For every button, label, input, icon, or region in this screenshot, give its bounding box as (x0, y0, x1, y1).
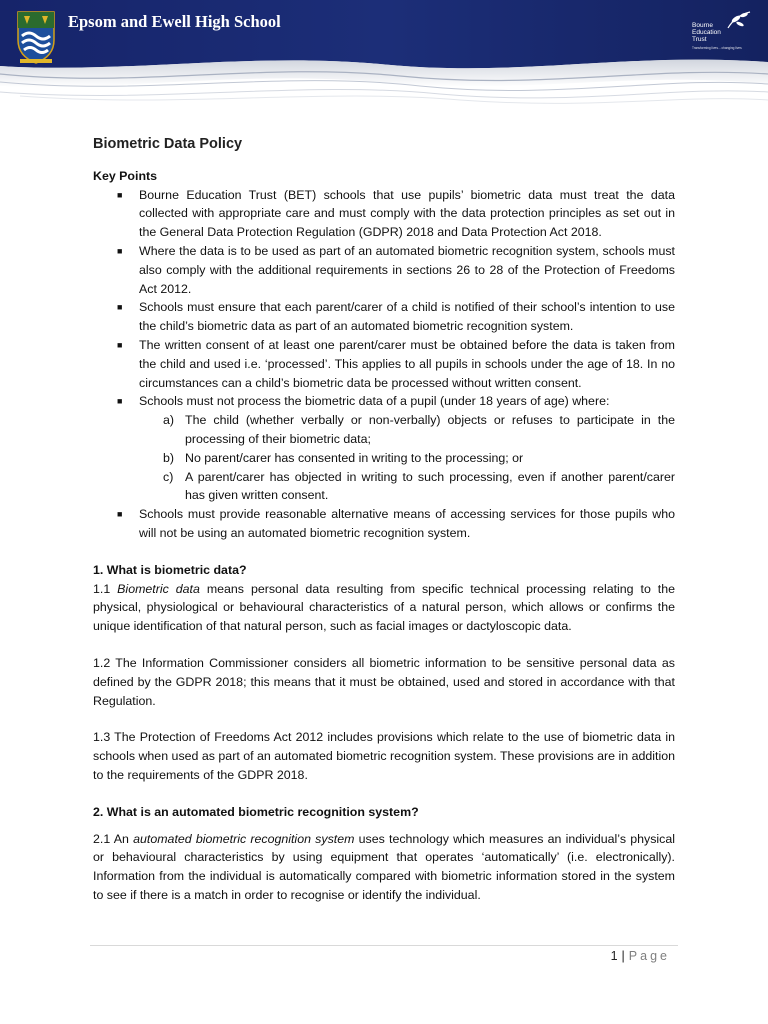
bullet-icon: ■ (117, 189, 123, 200)
key-point-text: Where the data is to be used as part of an automated biometric recognition system, schools must also comply with the additional requirements in sections 26 to 28 of the Protection of Freedoms Act 2012. (139, 243, 675, 296)
sub-point-letter: c) (163, 469, 174, 484)
trust-name-line1: Bourne (692, 22, 713, 29)
school-crest-icon (16, 10, 56, 64)
footer-divider (90, 945, 678, 946)
trust-tagline: Transforming lives... changing lives (692, 46, 742, 50)
leaf-icon (726, 10, 752, 32)
page-number: 1 (610, 949, 618, 963)
key-point (93, 336, 675, 392)
key-point-text: Schools must provide reasonable alternative means of accessing services for those pupils who will not be using an automated biometric recognition system. (139, 507, 675, 540)
italic-term: automated biometric recognition system (133, 831, 355, 846)
trust-logo (690, 10, 754, 54)
bullet-icon: ■ (117, 245, 123, 256)
bullet-icon: ■ (117, 509, 123, 520)
paragraph-text: means personal data resulting from specific technical processing relating to the physical, physiological or behavioural characteristics of a natural person, which allows or confirms the unique identification of that natural person, such as facial images or dactyloscopic data. (93, 581, 676, 634)
section-2-paragraph-1 (93, 830, 675, 905)
paragraph-text: uses technology which measures an individual’s physical or behavioural characteristics by using equipment that operates ‘automatically’ (i.e. electronically). Information from the individual is automatically compared with biometric information stored in the system to see if there is a match in order to recognise or identify the individual. (93, 831, 675, 902)
key-point (93, 298, 675, 336)
page-separator: | (621, 949, 625, 963)
key-point (93, 186, 675, 242)
sub-point-letter: b) (163, 450, 175, 465)
bullet-icon: ■ (117, 396, 123, 407)
school-name: Epsom and Ewell High School (68, 12, 281, 31)
sub-point (139, 449, 675, 468)
document-body (93, 135, 675, 905)
key-points-heading: Key Points (93, 168, 158, 183)
sub-point-text: No parent/carer has consented in writing to the processing; or (185, 450, 524, 465)
section-1-paragraph-1 (93, 580, 675, 636)
page-label: Page (628, 949, 670, 963)
sub-point-letter: a) (163, 413, 175, 428)
italic-term: Biometric data (117, 581, 200, 596)
bullet-icon: ■ (117, 339, 123, 350)
page-footer (611, 949, 670, 963)
section-1-paragraph-3: 1.3 The Protection of Freedoms Act 2012 includes provisions which relate to the use of biometric data in schools when used as part of an automated biometric recognition system. These provisions are in addition to the requirements of the GDPR 2018. (93, 730, 675, 782)
document-title: Biometric Data Policy (93, 136, 243, 152)
section-1-heading: 1. What is biometric data? (93, 562, 247, 577)
key-point-text: Schools must not process the biometric data of a pupil (under 18 years of age) where: (139, 394, 610, 409)
sub-point-text: A parent/carer has objected in writing to such processing, even if another parent/carer has given written consent. (185, 469, 675, 503)
trust-name-line2: Education (692, 29, 721, 36)
key-points-list (93, 186, 675, 543)
sub-point (139, 468, 675, 506)
key-point-text: Bourne Education Trust (BET) schools that use pupils’ biometric data must treat the data collected with appropriate care and must comply with the data protection principles as set out in the General Data Protection Regulation (GDPR) 2018 and Data Protection Act 2018. (139, 187, 675, 240)
key-point (93, 242, 675, 298)
sub-point (139, 411, 675, 449)
key-point (93, 505, 675, 543)
key-point-text: The written consent of at least one parent/carer must be obtained before the data is taken from the child and used i.e. ‘processed’. This applies to all pupils in schools under the age of 18. In no circumstances can a child’s biometric data be processed without written consent. (139, 337, 675, 390)
trust-name (692, 22, 721, 43)
key-point (93, 392, 675, 505)
paragraph-number: 1.1 (93, 581, 118, 596)
section-2-heading: 2. What is an automated biometric recognition system? (93, 804, 419, 819)
paragraph-number: 2.1 An (93, 831, 134, 846)
key-point-text: Schools must ensure that each parent/carer of a child is notified of their school’s intention to use the child’s biometric data as part of an automated biometric recognition system. (139, 300, 675, 334)
section-1-paragraph-2: 1.2 The Information Commissioner considers all biometric information to be sensitive personal data as defined by the GDPR 2018; this means that it must be obtained, used and stored in accordance with that Regulation. (93, 655, 675, 708)
sub-points-list (139, 411, 675, 505)
header-banner (0, 0, 768, 110)
sub-point-text: The child (whether verbally or non-verbally) objects or refuses to participate in the processing of their biometric data; (185, 413, 675, 446)
trust-name-line3: Trust (692, 36, 707, 43)
bullet-icon: ■ (117, 302, 123, 313)
